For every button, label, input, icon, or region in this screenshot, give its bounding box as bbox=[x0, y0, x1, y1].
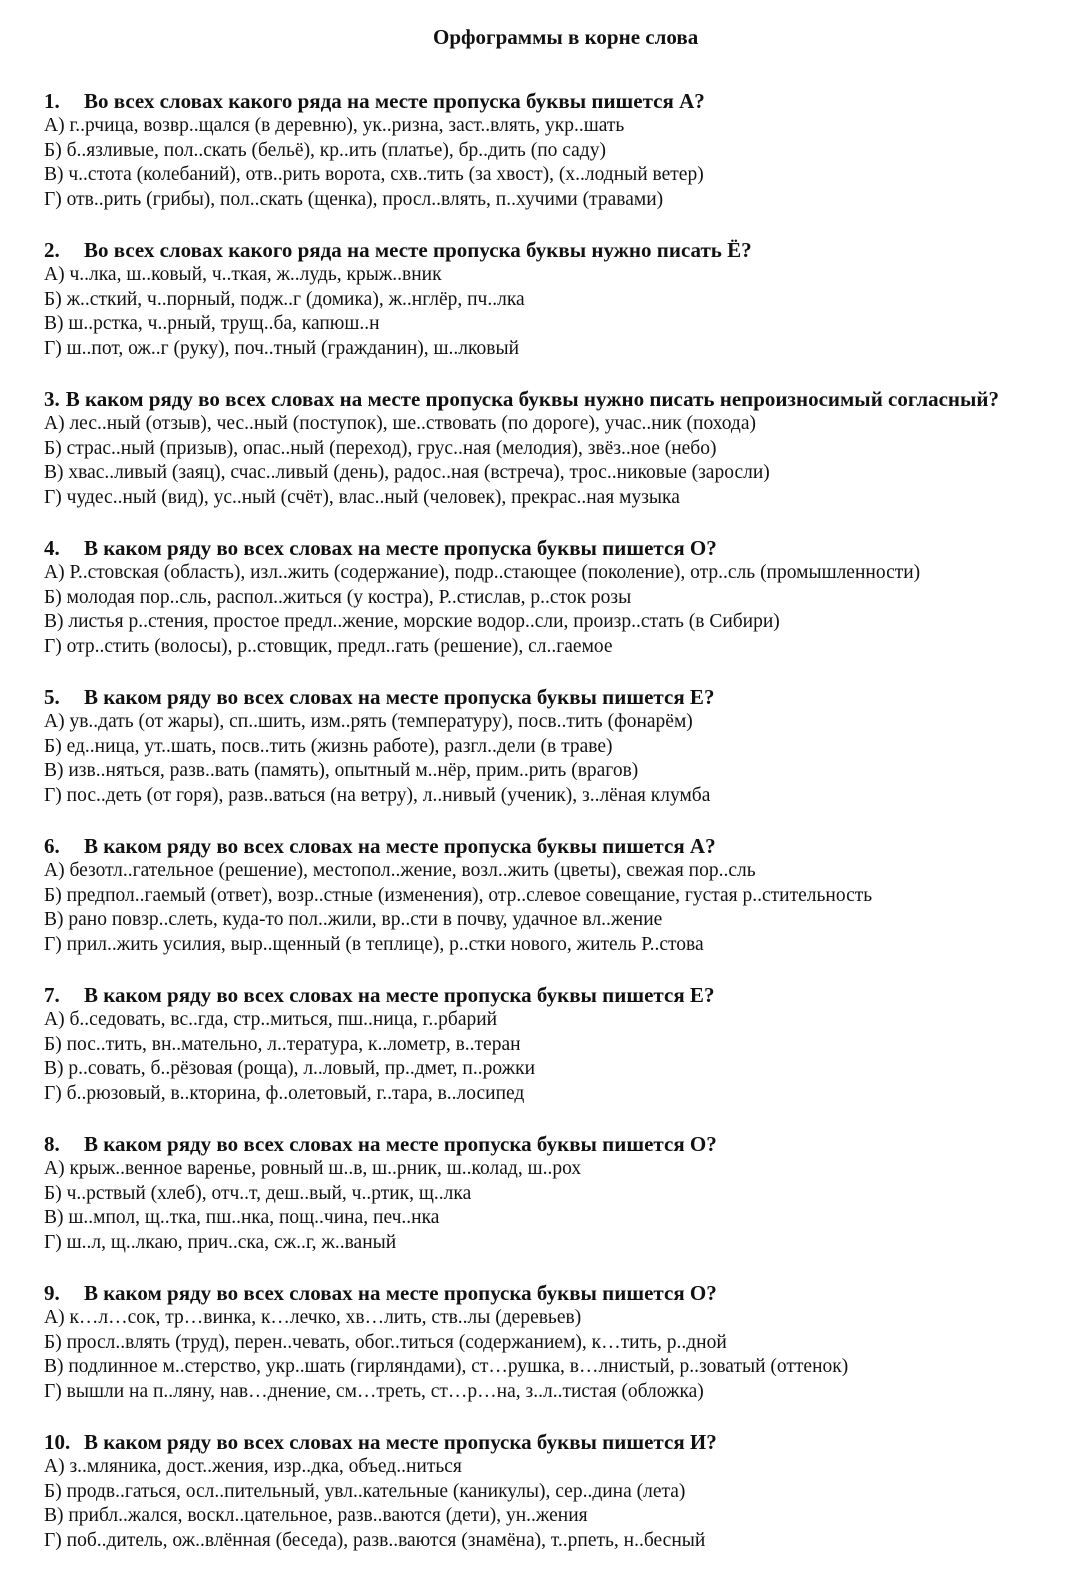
question-header bbox=[44, 535, 1073, 561]
option-b: Б) пос..тить, вн..мательно, л..тература, к..лометр, в..теран bbox=[44, 1033, 521, 1055]
question-header bbox=[44, 982, 1073, 1008]
option-b: Б) ж..сткий, ч..порный, подж..г (домика), ж..нглёр, пч..лка bbox=[44, 288, 525, 310]
option-b: Б) молодая пор..сль, распол..житься (у костра), Р..стислав, р..сток розы bbox=[44, 586, 632, 608]
question-text: В каком ряду во всех словах на месте пропуска буквы пишется Е? bbox=[84, 983, 715, 1007]
question-number: 2. bbox=[44, 238, 60, 262]
question-3 bbox=[44, 386, 1073, 511]
question-text: В каком ряду во всех словах на месте пропуска буквы пишется Е? bbox=[84, 685, 715, 709]
option-d: Г) пос..деть (от горя), разв..ваться (на ветру), л..нивый (ученик), з..лёная клумба bbox=[44, 785, 711, 807]
option-a: А) к…л…сок, тр…винка, к…лечко, хв…лить, ств..лы (деревьев) bbox=[44, 1307, 582, 1328]
option-a: А) г..рчица, возвр..щался (в деревню), ук..ризна, заст..влять, укр..шать bbox=[44, 115, 625, 136]
question-text: В каком ряду во всех словах на месте пропуска буквы пишется И? bbox=[84, 1430, 717, 1454]
option-b: Б) продв..гаться, осл..пительный, увл..кательные (каникулы), сер..дина (лета) bbox=[44, 1480, 686, 1502]
option-d: Г) чудес..ный (вид), ус..ный (счёт), влас..ный (человек), прекрас..ная музыка bbox=[44, 487, 680, 509]
option-c: В) прибл..жался, воскл..цательное, разв..ваются (дети), ун..жения bbox=[44, 1505, 588, 1527]
option-b: Б) страс..ный (призыв), опас..ный (переход), грус..ная (мелодия), звёз..ное (небо) bbox=[44, 437, 717, 459]
option-d: Г) б..рюзовый, в..кторина, ф..олетовый, г..тара, в..лосипед bbox=[44, 1083, 525, 1105]
question-4 bbox=[44, 535, 1073, 660]
question-number: 10. bbox=[44, 1430, 71, 1454]
option-a: А) Р..стовская (область), изл..жить (содержание), подр..стающее (поколение), отр..сль (промышленности) bbox=[44, 562, 921, 583]
option-b: Б) ед..ница, ут..шать, посв..тить (жизнь работе), разгл..дели (в траве) bbox=[44, 735, 613, 757]
question-9 bbox=[44, 1280, 1073, 1405]
option-c: В) листья р..стения, простое предл..жение, морские водор..сли, произр..стать (в Сибири) bbox=[44, 611, 780, 633]
option-c: В) рано повзр..слеть, куда-то пол..жили, вр..сти в почву, удачное вл..жение bbox=[44, 909, 663, 931]
option-b: Б) просл..влять (труд), перен..чевать, обог..титься (содержанием), к…тить, р..дной bbox=[44, 1331, 727, 1353]
question-number: 4. bbox=[44, 536, 60, 560]
question-number: 7. bbox=[44, 983, 60, 1007]
question-text: В каком ряду во всех словах на месте пропуска буквы нужно писать непроизносимый согласный? bbox=[65, 387, 1000, 411]
option-c: В) подлинное м..стерство, укр..шать (гирляндами), ст…рушка, в…лнистый, р..зоватый (оттенок) bbox=[44, 1356, 849, 1378]
option-a: А) лес..ный (отзыв), чес..ный (поступок), ше..ствовать (по дороге), учас..ник (похода) bbox=[44, 413, 756, 434]
question-header bbox=[44, 684, 1073, 710]
option-c: В) р..совать, б..рёзовая (роща), л..ловый, пр..дмет, п..рожки bbox=[44, 1058, 536, 1080]
option-a: А) б..седовать, вс..гда, стр..миться, пш..ница, г..рбарий bbox=[44, 1009, 498, 1030]
question-10 bbox=[44, 1429, 1073, 1554]
question-2 bbox=[44, 237, 1073, 362]
question-text: В каком ряду во всех словах на месте пропуска буквы пишется О? bbox=[84, 1132, 717, 1156]
option-d: Г) поб..дитель, ож..влённая (беседа), разв..ваются (знамёна), т..рпеть, н..бесный bbox=[44, 1530, 706, 1552]
option-d: Г) отр..стить (волосы), р..стовщик, предл..гать (решение), сл..гаемое bbox=[44, 636, 613, 658]
option-a: А) ч..лка, ш..ковый, ч..ткая, ж..лудь, крыж..вник bbox=[44, 264, 442, 285]
question-header bbox=[44, 237, 1073, 263]
question-text: Во всех словах какого ряда на месте пропуска буквы нужно писать Ё? bbox=[84, 238, 752, 262]
question-header bbox=[44, 386, 1073, 412]
option-b: Б) б..язливые, пол..скать (бельё), кр..ить (платье), бр..дить (по саду) bbox=[44, 139, 606, 161]
question-number: 9. bbox=[44, 1281, 60, 1305]
option-d: Г) ш..пот, ож..г (руку), поч..тный (гражданин), ш..лковый bbox=[44, 338, 520, 360]
question-7 bbox=[44, 982, 1073, 1107]
question-8 bbox=[44, 1131, 1073, 1256]
question-5 bbox=[44, 684, 1073, 809]
option-a: А) з..мляника, дост..жения, изр..дка, объед..ниться bbox=[44, 1456, 462, 1477]
question-number: 8. bbox=[44, 1132, 60, 1156]
question-number: 6. bbox=[44, 834, 60, 858]
question-header bbox=[44, 833, 1073, 859]
question-number: 5. bbox=[44, 685, 60, 709]
option-d: Г) отв..рить (грибы), пол..скать (щенка), просл..влять, п..хучими (травами) bbox=[44, 189, 664, 211]
option-a: А) ув..дать (от жары), сп..шить, изм..рять (температуру), посв..тить (фонарём) bbox=[44, 711, 693, 732]
option-c: В) хвас..ливый (заяц), счас..ливый (день), радос..ная (встреча), трос..никовые (заросли) bbox=[44, 462, 770, 484]
question-text: В каком ряду во всех словах на месте пропуска буквы пишется О? bbox=[84, 536, 717, 560]
question-text: В каком ряду во всех словах на месте пропуска буквы пишется А? bbox=[84, 834, 716, 858]
option-b: Б) предпол..гаемый (ответ), возр..стные (изменения), отр..слевое совещание, густая р..стительность bbox=[44, 884, 873, 906]
question-header bbox=[44, 1131, 1073, 1157]
option-c: В) изв..няться, разв..вать (память), опытный м..нёр, прим..рить (врагов) bbox=[44, 760, 639, 782]
question-header bbox=[44, 1280, 1073, 1306]
question-header bbox=[44, 1429, 1073, 1455]
option-a: А) крыж..венное варенье, ровный ш..в, ш..рник, ш..колад, ш..рох bbox=[44, 1158, 582, 1179]
option-d: Г) прил..жить усилия, выр..щенный (в теплице), р..стки нового, житель Р..стова bbox=[44, 934, 704, 956]
question-number: 3. bbox=[44, 387, 60, 411]
question-1 bbox=[44, 88, 1073, 213]
option-c: В) ш..рстка, ч..рный, трущ..ба, капюш..н bbox=[44, 313, 380, 335]
option-b: Б) ч..рствый (хлеб), отч..т, деш..вый, ч..ртик, щ..лка bbox=[44, 1182, 472, 1204]
question-text: В каком ряду во всех словах на месте пропуска буквы пишется О? bbox=[84, 1281, 717, 1305]
page-title: Орфограммы в корне слова bbox=[433, 25, 699, 49]
question-header bbox=[44, 88, 1073, 114]
question-number: 1. bbox=[44, 89, 60, 113]
option-a: А) безотл..гательное (решение), местопол..жение, возл..жить (цветы), свежая пор..сль bbox=[44, 860, 756, 881]
option-d: Г) ш..л, щ..лкаю, прич..ска, сж..г, ж..ваный bbox=[44, 1232, 397, 1254]
question-text: Во всех словах какого ряда на месте пропуска буквы пишется А? bbox=[84, 89, 705, 113]
option-d: Г) вышли на п..ляну, нав…днение, см…треть, ст…р…на, з..л..тистая (обложка) bbox=[44, 1381, 704, 1403]
option-c: В) ч..стота (колебаний), отв..рить ворота, схв..тить (за хвост), (х..лодный ветер) bbox=[44, 164, 704, 186]
option-c: В) ш..мпол, щ..тка, пш..нка, пощ..чина, печ..нка bbox=[44, 1207, 440, 1229]
question-6 bbox=[44, 833, 1073, 958]
